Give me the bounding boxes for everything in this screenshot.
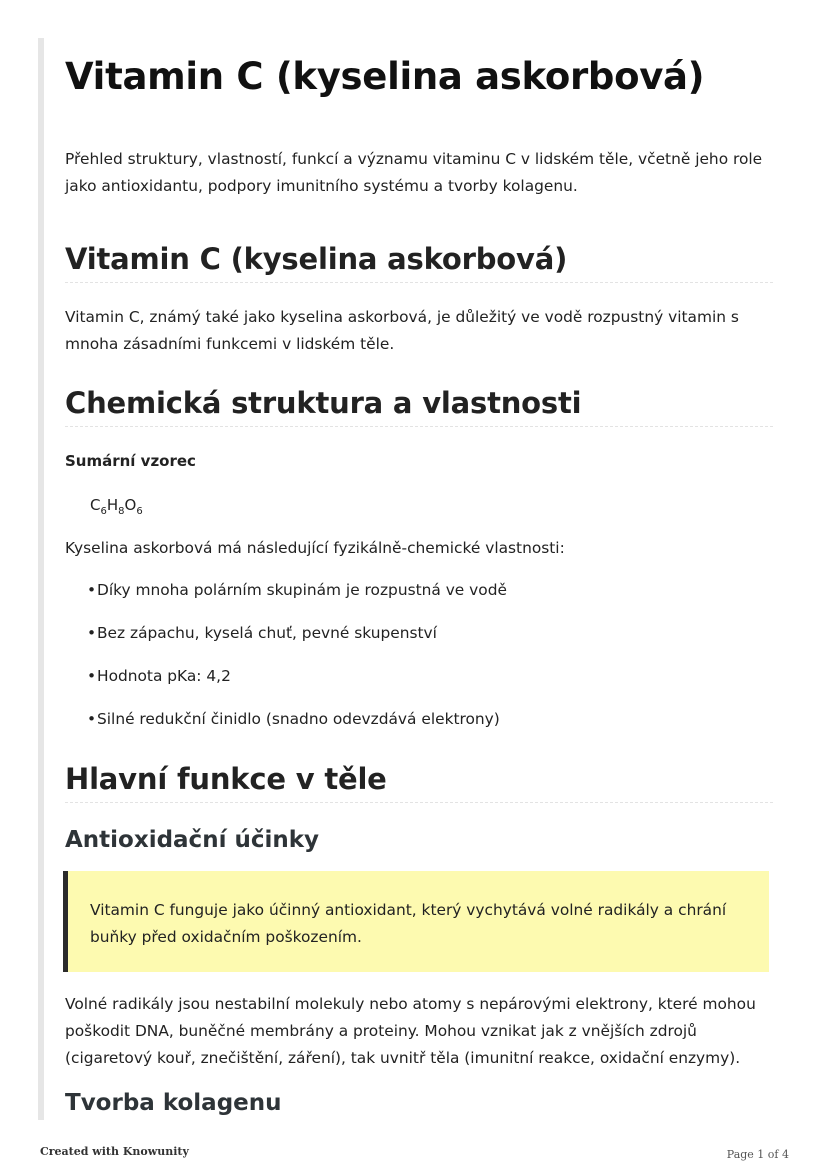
bullet-icon: • [87,710,97,728]
page-title: Vitamin C (kyselina askorbová) [65,55,705,98]
properties-list [87,578,507,750]
highlight-callout [63,871,769,972]
section-heading-chemical-structure: Chemická struktura a vlastnosti [65,386,773,427]
bullet-icon: • [87,581,97,599]
subsection-heading-collagen: Tvorba kolagenu [65,1090,282,1116]
list-item: •Bez zápachu, kyselá chuť, pevné skupenství [87,621,507,664]
section-vitamin-c-text: Vitamin C, známý také jako kyselina askorbová, je důležitý ve vodě rozpustný vitamin s mnoha zásadními funkcemi v lidském těle. [65,308,739,353]
subsection-heading-antioxidant: Antioxidační účinky [65,827,320,853]
callout-text: Vitamin C funguje jako účinný antioxidant, který vychytává volné radikály a chrání buňky před oxidačním poškozením. [90,901,727,946]
bullet-icon: • [87,667,97,685]
chemical-formula: $C_6H_8O_6$ [90,496,143,517]
bullet-icon: • [87,624,97,642]
footer-created-with: Created with Knowunity [40,1145,189,1158]
formula-label: Sumární vzorec [65,452,196,470]
properties-intro: Kyselina askorbová má následující fyzikálně-chemické vlastnosti: [65,539,565,557]
list-item: •Silné redukční činidlo (snadno odevzdává elektrony) [87,707,507,750]
section-heading-main-functions: Hlavní funkce v těle [65,762,773,803]
free-radicals-paragraph: Volné radikály jsou nestabilní molekuly nebo atomy s nepárovými elektrony, které mohou poškodit DNA, buněčné membrány a proteiny. Mohou vznikat jak z vnějších zdrojů (cigaretový kouř, znečištění, záření), tak uvnitř těla (imunitní reakce, oxidační enzymy). [65,995,756,1067]
section-heading-vitamin-c: Vitamin C (kyselina askorbová) [65,242,773,283]
footer-page-number: Page 1 of 4 [726,1148,789,1161]
list-item: •Hodnota pKa: 4,2 [87,664,507,707]
list-item: •Díky mnoha polárním skupinám je rozpustná ve vodě [87,578,507,621]
lead-paragraph: Přehled struktury, vlastností, funkcí a významu vitaminu C v lidském těle, včetně jeho role jako antioxidantu, podpory imunitního systému a tvorby kolagenu. [65,150,763,195]
page-left-border [38,38,44,1120]
